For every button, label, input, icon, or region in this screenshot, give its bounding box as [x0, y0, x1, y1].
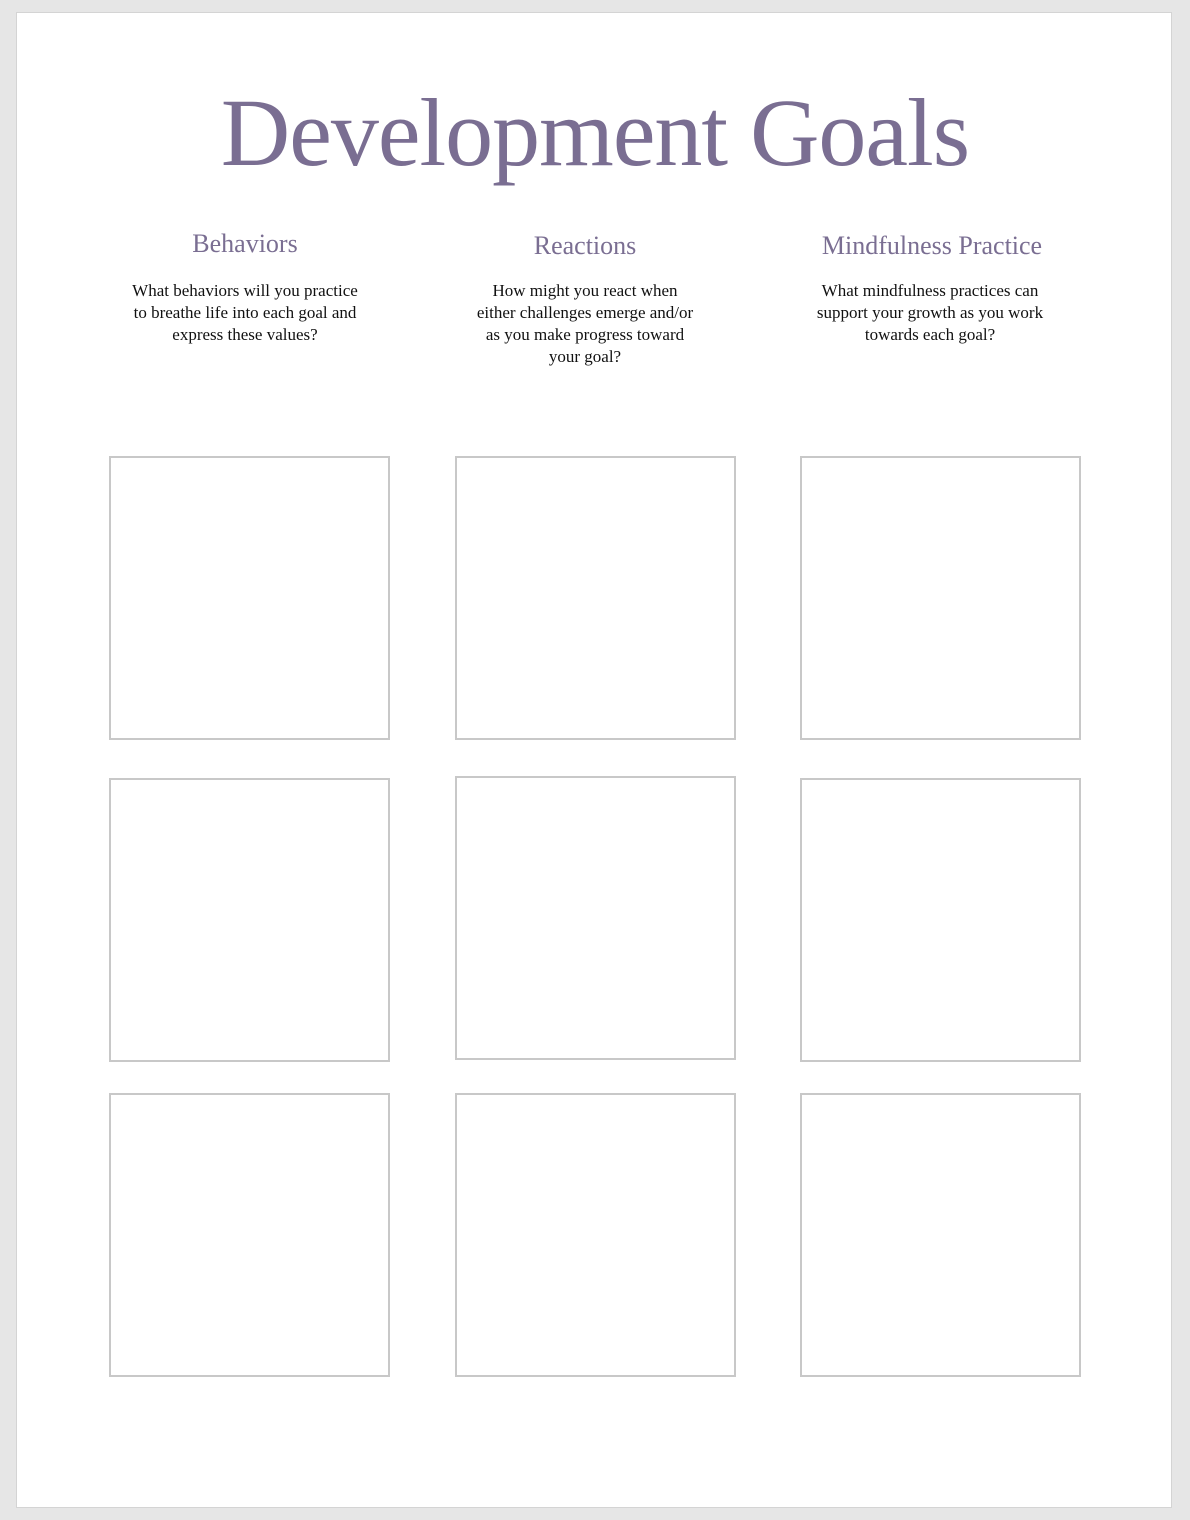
column-heading-mindfulness-practice: Mindfulness Practice	[821, 231, 1043, 260]
column-description-behaviors	[117, 280, 373, 346]
description-line: as you make progress toward	[485, 325, 685, 344]
document-page	[16, 12, 1172, 1508]
column-heading-reactions: Reactions	[533, 231, 637, 260]
description-line: either challenges emerge and/or	[476, 303, 694, 322]
column-heading-behaviors: Behaviors	[192, 229, 298, 258]
answer-box-mindfulness-1[interactable]	[800, 456, 1081, 740]
answer-box-behaviors-1[interactable]	[109, 456, 390, 740]
answer-box-mindfulness-2[interactable]	[800, 778, 1081, 1062]
column-description-reactions	[457, 280, 713, 368]
description-line: towards each goal?	[864, 325, 996, 344]
answer-box-reactions-2[interactable]	[455, 776, 736, 1060]
answer-box-behaviors-3[interactable]	[109, 1093, 390, 1377]
description-line: to breathe life into each goal and	[133, 303, 357, 322]
description-line: express these values?	[172, 325, 318, 344]
description-line: How might you react when	[492, 281, 678, 300]
answer-box-behaviors-2[interactable]	[109, 778, 390, 1062]
description-line: your goal?	[548, 347, 622, 366]
description-line: What mindfulness practices can	[821, 281, 1039, 300]
description-line: What behaviors will you practice	[132, 281, 358, 300]
answer-box-reactions-3[interactable]	[455, 1093, 736, 1377]
description-line: support your growth as you work	[816, 303, 1044, 322]
page-title: Development Goals	[220, 79, 970, 186]
column-description-mindfulness-practice	[802, 280, 1058, 346]
answer-box-reactions-1[interactable]	[455, 456, 736, 740]
answer-box-mindfulness-3[interactable]	[800, 1093, 1081, 1377]
